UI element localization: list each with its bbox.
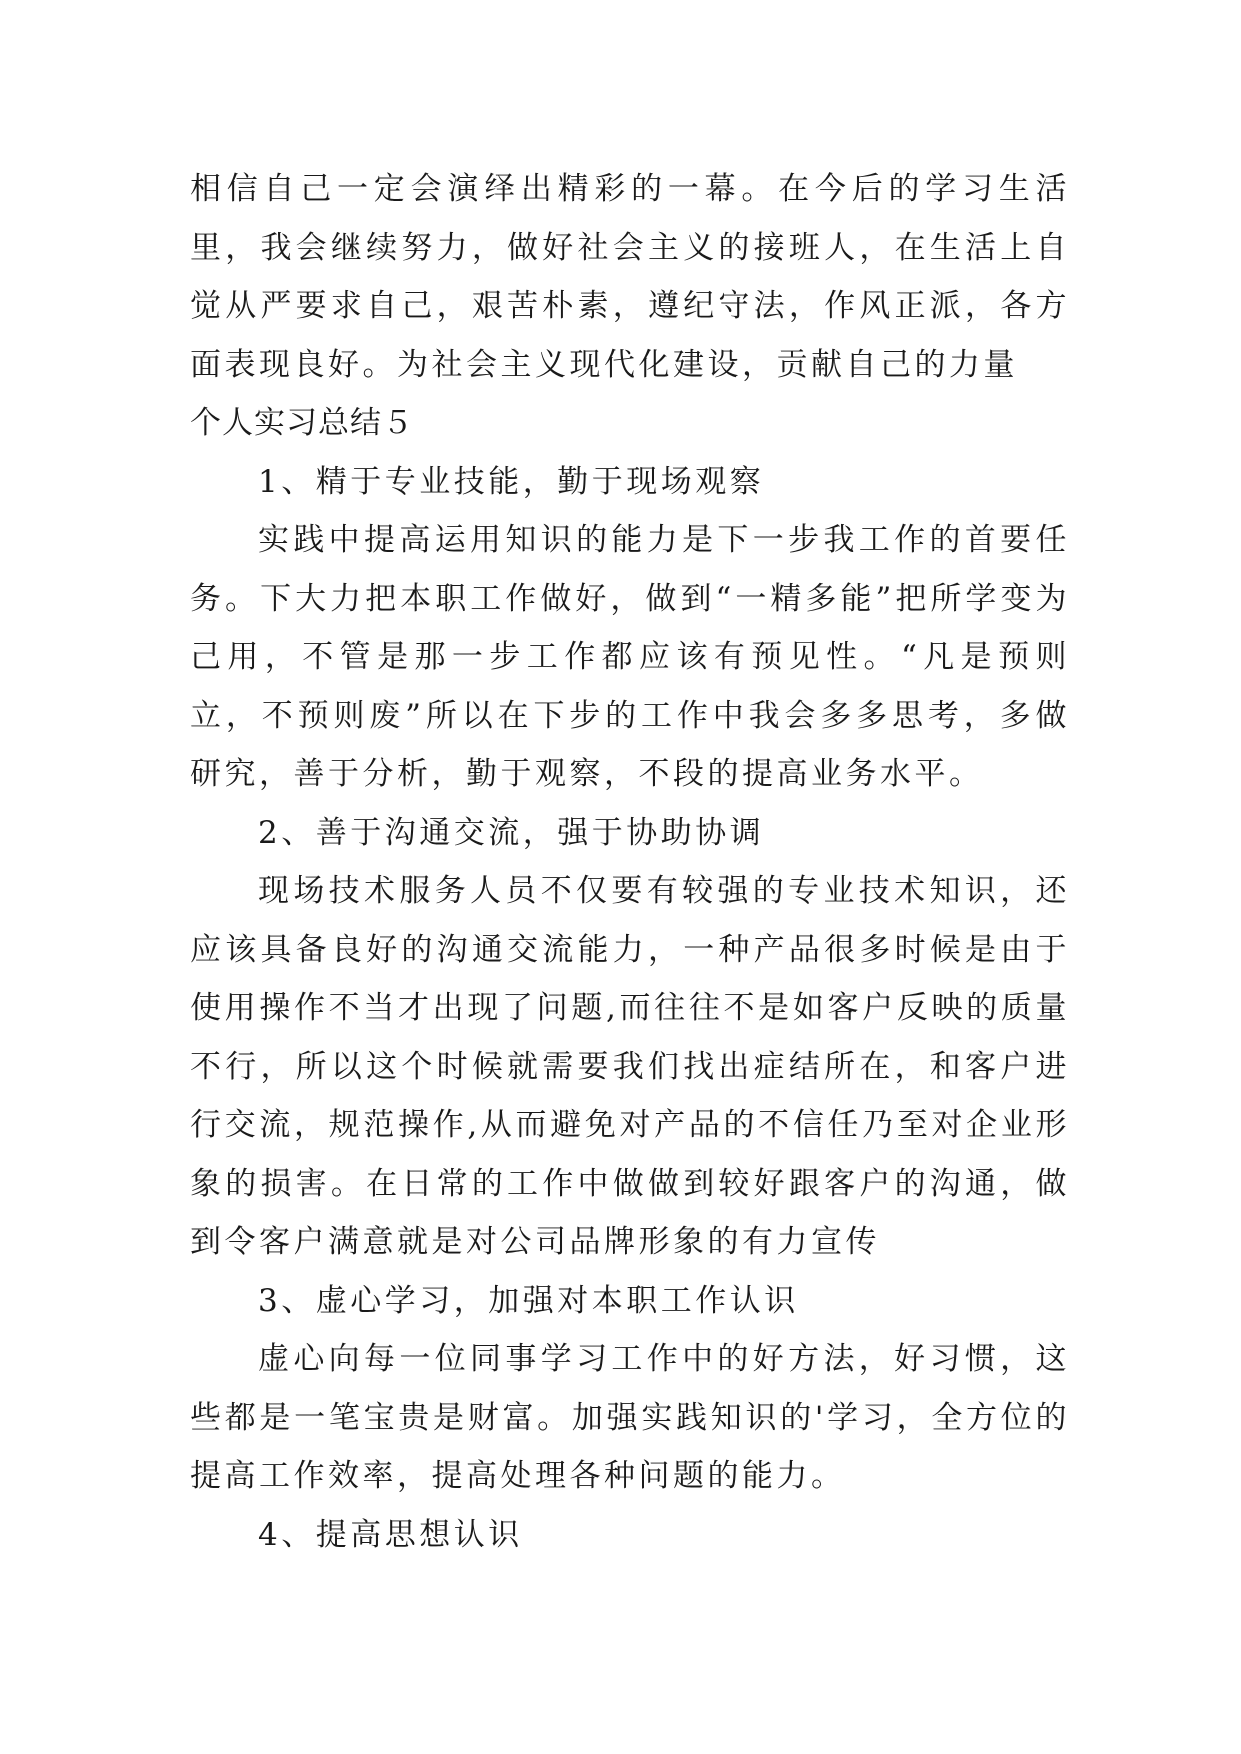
point-3-heading: 3、虚心学习，加强对本职工作认识	[258, 1282, 799, 1319]
point-2-heading: 2、善于沟通交流，强于协助协调	[258, 814, 765, 851]
point-2-body: 现场技术服务人员不仅要有较强的专业技术知识，还应该具备良好的沟通交流能力，一种产品很多时候是由于使用操作不当才出现了问题,而往往不是如客户反映的质量不行，所以这个时候就需要我们找出症结所在，和客户进行交流，规范操作,从而避免对产品的不信任乃至对企业形象的损害。在日常的工作中做做到较好跟客户的沟通，做到令客户满意就是对公司品牌形象的有力宣传	[190, 873, 1070, 1260]
point-1-heading: 1、精于专业技能，勤于现场观察	[258, 463, 765, 500]
point-1-body: 实践中提高运用知识的能力是下一步我工作的首要任务。下大力把本职工作做好，做到“一精多能”把所学变为己用，不管是那一步工作都应该有预见性。“凡是预则立，不预则废”所以在下步的工作中我会多多思考，多做研究，善于分析，勤于观察，不段的提高业务水平。	[190, 522, 1070, 792]
point-4-heading: 4、提高思想认识	[258, 1516, 523, 1553]
section-title: 个人实习总结５	[190, 405, 414, 441]
point-3-body: 虚心向每一位同事学习工作中的好方法，好习惯，这些都是一笔宝贵是财富。加强实践知识的'学习，全方位的提高工作效率，提高处理各种问题的能力。	[190, 1341, 1070, 1494]
paragraph-continuation: 相信自己一定会演绎出精彩的一幕。在今后的学习生活里，我会继续努力，做好社会主义的接班人，在生活上自觉从严要求自己，艰苦朴素，遵纪守法，作风正派，各方面表现良好。为社会主义现代化建设，贡献自己的力量	[190, 171, 1070, 383]
document-body	[190, 160, 1070, 1564]
